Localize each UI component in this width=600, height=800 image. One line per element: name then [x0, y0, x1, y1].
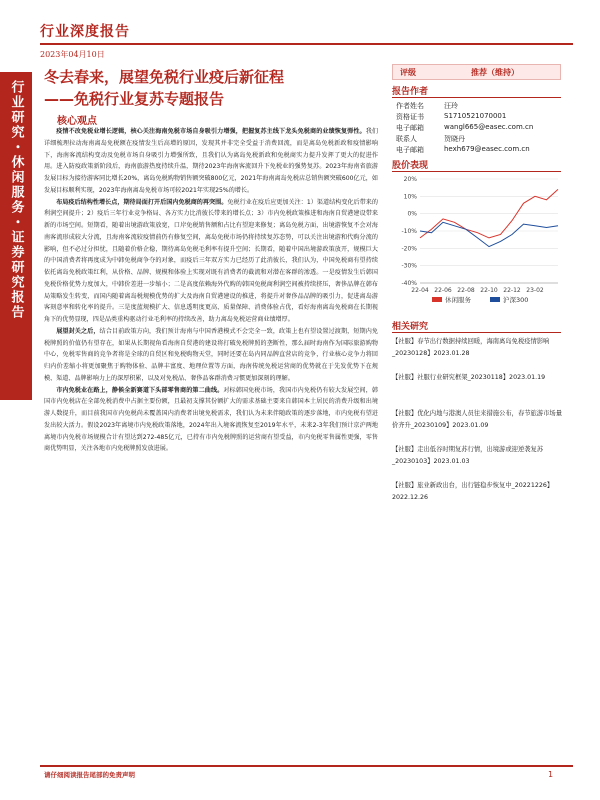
report-date: 2023年04月10日: [40, 50, 105, 59]
paragraph-text: 结合目前政策方向，我们预计海南与中国香港模式不会完全一致，政策上也有望设置过渡期，短期内免税牌照的价值仍有望存在，如果从长期视角看海南自贸港的建设将打破免税牌照的垄断性，那么届时海南作为国际旅游购物中心，免税零售商的竞争者将是全球的自贸区和免税购物天堂，同时还要在岛内同品牌直营店的竞争，行业核心竞争力将回归内价差缩小将更加聚焦于购物体验、品牌丰富度、地理位置等方面，海南传统免税运营商的优势就在于先发优势下在规模、渠道、品牌影响力上的深厚积累，以及对免税品、奢侈品客群消费习惯更加深刻的理解。: [44, 327, 379, 382]
related-research-heading: 相关研究: [392, 322, 429, 332]
analyst-value: 汪玲: [444, 102, 458, 110]
x-tick-label: 22-10: [480, 287, 498, 294]
side-category-band: [0, 72, 32, 400]
related-divider: [392, 332, 561, 333]
related-report-link[interactable]: 【社服】社服行业研究框架_20230118】2023.01.19: [392, 374, 546, 381]
rating-value: 推荐（维持）: [471, 68, 519, 77]
paragraph-lead: 市内免税业在路上，静候全新赛道下头部零售商的第二曲线。: [56, 386, 224, 394]
summary-paragraph: [44, 385, 378, 456]
y-tick-label: -20%: [401, 245, 417, 253]
legend-swatch: [490, 297, 500, 302]
y-tick-label: 0%: [407, 210, 417, 218]
related-report-link[interactable]: 【社服】旅业新政出台，出行链稳步恢复中_20221226】2022.12.26: [392, 482, 554, 501]
summary-paragraph: [44, 126, 378, 197]
related-report-link[interactable]: 【社服】走出低谷时期复苏行情，出境游或迎逆袭复苏_20230103】2023.01.03: [392, 446, 544, 465]
stock-performance-chart: [392, 173, 562, 313]
page-number: 1: [548, 770, 554, 779]
analyst-label: 作者姓名: [396, 102, 424, 110]
header-divider: [40, 43, 573, 45]
legend-label: 沪深300: [503, 296, 529, 304]
analyst-value: 贺晓丹: [444, 135, 465, 143]
series-line-1: [420, 222, 558, 246]
related-report-link[interactable]: 【社服】优化内地与港澳人员往来措施公布，春节旅游市场量价齐升_20230109】2023.01.09: [392, 410, 563, 429]
x-tick-label: 22-08: [457, 287, 475, 294]
related-report-link[interactable]: 【社服】春节出行数据持续回暖，海南离岛免税疫情影响_20230128】2023.01.28: [392, 338, 550, 357]
y-tick-label: -30%: [401, 262, 417, 270]
side-category-text: 行业研究・休闲服务・证券研究报告: [8, 80, 24, 320]
y-tick-label: -40%: [401, 280, 417, 287]
paragraph-lead: 展望封关之后，: [56, 327, 100, 335]
report-title: 冬去春来，展望免税行业疫后新征程: [44, 68, 285, 86]
analyst-label: 资格证书: [396, 113, 424, 121]
legend-swatch: [432, 297, 442, 302]
paragraph-text: 我们详细梳理拉动海南离岛免税额在疫情发生后高增的原因，发现其并非完全受益于消费回流，而是离岛免税新政和疫情影响下，海南客流结构变动及免税市场自身吸引力增强所致，且我们认为离岛免税新政和免税商实力提升发挥了更大的促进作用。进入防疫政策新阶段后，海南旅游热度持续升温，期待2023年海南客流回升下免税业的强势复苏。2023年海南省旅游发展目标为接待游客同比增长20%，离岛免税购物销售额突破800亿元，2021年海南离岛免税店总销售额突破600亿元，如发展目标顺利实现，2023年海南离岛免税市场可较2021年实现25%的增长。: [44, 128, 379, 194]
summary-paragraph: [44, 197, 378, 326]
analyst-label: 电子邮箱: [396, 124, 424, 132]
analyst-label: 联系人: [396, 135, 417, 143]
y-tick-label: 20%: [403, 176, 417, 183]
footer-divider: [40, 765, 573, 767]
stock-performance-heading: 股价表现: [392, 161, 429, 171]
x-tick-label: 22-06: [434, 287, 452, 294]
rating-label: 评级: [400, 68, 416, 77]
performance-divider: [392, 171, 561, 172]
core-views-heading: 核心观点: [57, 116, 97, 127]
analyst-label: 电子邮箱: [396, 146, 424, 154]
analysts-heading: 报告作者: [392, 87, 429, 97]
paragraph-lead: 布局疫后结构性增长点，期待局面打开后国内免税商的再突围。: [56, 198, 228, 206]
paragraph-text: 对标韩国免税市场，我国市内免税仍有较大发展空间，韩国市内免税店在全部免税消费中占据主要份额，且最初支撑其份额扩大的需求基础主要来自韩国本土居民的消费升级和出境游人数提升，而目前我国市内免税尚未覆盖国内消费者出境免税需求，我们认为未来伴随政策的逐步落地，市内免税有望迸发出较大活力。假设2023年离境市内免税政策落地，2024年出入境客流恢复至2019年水平，未来2-3年我们预计京沪两地离境市内免税市场规模合计有望达到272-485亿元，已持有市内免税牌照的运营商有望受益，市内免税零售属性更强，零售商优势明显，关注各地市内免税牌照发放进展。: [44, 386, 379, 453]
y-tick-label: 10%: [403, 193, 417, 201]
legend-label: 休闲服务: [445, 296, 471, 304]
x-tick-label: 22-12: [503, 287, 521, 294]
document-type-label: 行业深度报告: [40, 24, 130, 40]
analyst-email-link[interactable]: wangl665@easec.com.cn: [444, 123, 534, 131]
report-subtitle: ——免税行业复苏专题报告: [44, 90, 225, 108]
x-tick-label: 23-02: [526, 287, 544, 294]
x-tick-label: 22-04: [411, 287, 429, 294]
summary-paragraph: [44, 326, 378, 385]
analysts-divider: [392, 97, 561, 98]
analyst-email-link[interactable]: hexh679@easec.com.cn: [444, 145, 530, 153]
paragraph-lead: 疫情不改免税业增长逻辑，核心关注海南免税市场自身吸引力增强，把握复苏主线下龙头免税商的业绩恢复弹性。: [56, 128, 366, 135]
analyst-value: S1710521070001: [444, 112, 507, 120]
summary-body: [44, 126, 378, 455]
y-tick-label: -10%: [401, 228, 417, 235]
paragraph-text: 免税行业在疫后应更加关注：1）渠道结构变化后带来的利润空间提升；2）疫后三年行业竞争格局、各方实力比消彼长带来的增长点；3）市内免税政策推进和海南自贸港建设带来新的市场空间。短期看，随着出境游政策放宽，口岸免税销售额和占比有望迎来修复；离岛免税方面，出境游恢复不会对海南客流形成较大分流，且海南客流较疫情前仍有修复空间，离岛免税市场仍将持续复苏态势，可以关注出境游和代购分流的影响，但不必过分担忧，且随着价格企稳，期待离岛免税毛利率有提升空间；长期看，随着中国出境游政策放开，规模巨大的中国消费者将再度成为中韩免税商争夺的对象，而疫后三年双方实力已经历了此消彼长，我们认为，中国免税商有望持续依托离岛免税政策红利，从价格、品牌、规模和体验上实现对既有消费者的截流和对潜在客群的渗透。一是疫情发生后韩国免税价格优势力度加大，中韩价差进一步缩小；二是高度依赖海外代购的韩国免税商利润空间被持续挤压，奢侈品牌在韩布局策略发生转变，而国内随着离岛税规模优势的扩大及海南自贸港建设的推进，将提升对奢侈品品牌的吸引力，促进离岛游客刻意率和转化率的提升。三是度蓝规模扩大、信息透明度更高、质量保障、消费体验占优，看好海南离岛免税商在长期视角下的优势显现，四是品类重构驱动行业毛利率的持续改善，助力离岛免税运营商业绩增厚。: [44, 198, 379, 323]
disclaimer-note: 请仔细阅读报告尾部的免责声明: [44, 771, 135, 779]
